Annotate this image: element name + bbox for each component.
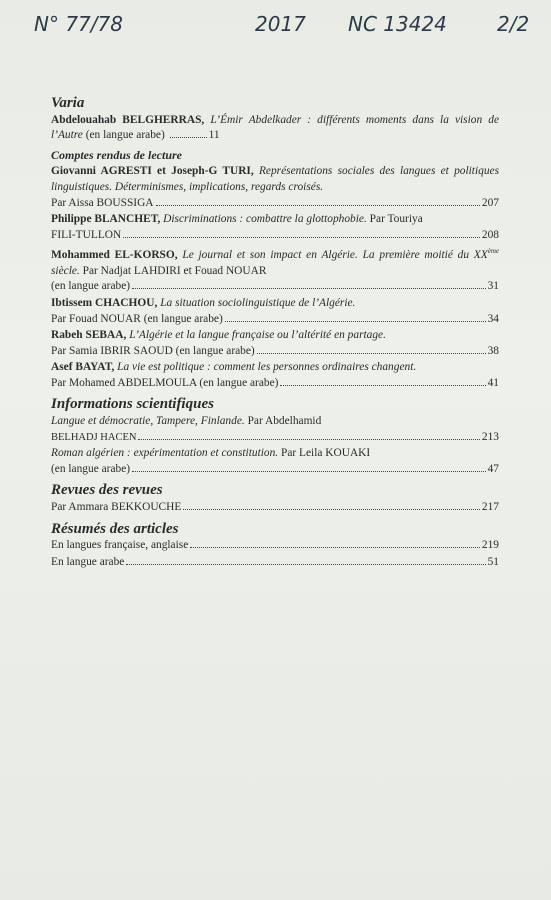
toc-entry[interactable] bbox=[51, 328, 499, 359]
handwritten-year: 2017 bbox=[255, 12, 306, 36]
entry-reviewer: Par Aissa BOUSSIGA bbox=[51, 196, 154, 209]
entry-title: Discriminations : combattre la glottophobie. bbox=[163, 213, 367, 226]
entry-author: Abdelouahab BELGHERRAS, bbox=[51, 113, 205, 126]
toc-entry[interactable] bbox=[51, 538, 499, 554]
toc-entry[interactable]: Roman algérien : expérimentation et constitution. Par Leila KOUAKI (en langue arabe) 47 bbox=[51, 446, 499, 477]
entry-title: Le journal et son impact en Algérie. La première moitié du XXème siècle. bbox=[51, 247, 499, 277]
entry-reviewer: Par Leila KOUAKI bbox=[281, 447, 371, 460]
entry-page-number: 31 bbox=[487, 280, 499, 293]
toc-entry[interactable]: Mohammed EL-KORSO, Le journal et son impact en Algérie. La première moitié du XXème siècle. Par Nadjat LAHDIRI et Fouad NOUAR (en langue arabe) 31 bbox=[51, 244, 499, 295]
entry-author: Mohammed EL-KORSO, bbox=[51, 249, 178, 262]
toc-entry[interactable] bbox=[51, 555, 499, 571]
entry-page-number: 208 bbox=[481, 228, 499, 241]
entry-page-number: 41 bbox=[487, 376, 499, 389]
toc-entry[interactable]: Langue et démocratie, Tampere, Finlande. Par Abdelhamid BELHADJ HACEN 213 bbox=[51, 414, 499, 445]
entry-page-number: 219 bbox=[481, 539, 499, 552]
entry-page-number: 51 bbox=[487, 555, 499, 568]
handwritten-catalog-code: NC 13424 bbox=[348, 12, 447, 36]
entry-author: Rabeh SEBAA, bbox=[51, 329, 127, 342]
entry-title: La vie est politique : comment les personnes ordinaires changent. bbox=[117, 361, 417, 374]
entry-reviewer: Par Samia IBRIR SAOUD (en langue arabe) bbox=[51, 344, 255, 357]
toc-entry[interactable] bbox=[51, 296, 499, 327]
entry-reviewer: Par Abdelhamid bbox=[247, 415, 322, 428]
entry-title: La situation sociolinguistique de l’Algérie. bbox=[160, 296, 356, 309]
entry-label: En langues française, anglaise bbox=[51, 539, 189, 552]
handwritten-issue-number: N° 77/78 bbox=[34, 12, 123, 36]
entry-note: (en langue arabe) bbox=[82, 129, 165, 142]
section-heading-informations: Informations scientifiques bbox=[51, 396, 214, 413]
entry-title: Langue et démocratie, Tampere, Finlande. bbox=[51, 415, 245, 428]
entry-reviewer: Par Touriya bbox=[369, 213, 423, 226]
entry-title: L’Émir Abdelkader : différents moments dans la vision de l’Autre bbox=[51, 113, 500, 142]
entry-page-number: 213 bbox=[481, 430, 499, 443]
entry-author: Asef BAYAT, bbox=[51, 361, 115, 374]
toc-entry[interactable]: Philippe BLANCHET, Discriminations : combattre la glottophobie. Par Touriya FILI-TULLON 208 bbox=[51, 212, 499, 243]
entry-page-number: 217 bbox=[481, 501, 499, 514]
section-heading-varia: Varia bbox=[51, 95, 85, 111]
table-of-contents bbox=[51, 96, 499, 570]
entry-reviewer: Par Nadjat LAHDIRI et Fouad NOUAR bbox=[82, 264, 267, 277]
entry-author: Ibtissem CHACHOU, bbox=[51, 296, 158, 309]
entry-reviewer: Par Fouad NOUAR (en langue arabe) bbox=[51, 312, 223, 325]
entry-page-number: 11 bbox=[208, 129, 220, 142]
entry-title: Représentations sociales des langues et politiques linguistiques. Déterminismes, implications, regards croisés. bbox=[51, 165, 500, 193]
toc-entry[interactable] bbox=[51, 360, 499, 391]
entry-title: L’Algérie et la langue française ou l’altérité en partage. bbox=[129, 329, 386, 342]
entry-page-number: 38 bbox=[487, 344, 499, 357]
entry-label: En langue arabe bbox=[51, 555, 125, 568]
toc-entry[interactable] bbox=[51, 164, 499, 211]
toc-entry[interactable] bbox=[51, 113, 499, 144]
entry-author: Giovanni AGRESTI et Joseph-G TURI, bbox=[51, 165, 254, 178]
entry-page-number: 47 bbox=[487, 462, 499, 475]
section-heading-comptes-rendus: Comptes rendus de lecture bbox=[51, 147, 182, 162]
entry-reviewer: Par Ammara BEKKOUCHE bbox=[51, 501, 182, 514]
section-heading-revues: Revues des revues bbox=[51, 482, 163, 499]
entry-reviewer: Par Mohamed ABDELMOULA (en langue arabe) bbox=[51, 376, 279, 389]
entry-page-number: 34 bbox=[487, 312, 499, 325]
entry-author: Philippe BLANCHET, bbox=[51, 213, 161, 226]
entry-leader-line bbox=[168, 128, 220, 144]
toc-entry[interactable] bbox=[51, 500, 499, 516]
handwritten-part: 2/2 bbox=[497, 12, 530, 36]
entry-title: Roman algérien : expérimentation et constitution. bbox=[51, 447, 279, 460]
section-heading-resumes: Résumés des articles bbox=[51, 520, 179, 537]
entry-page-number: 207 bbox=[481, 196, 499, 209]
handwritten-annotations bbox=[0, 6, 551, 46]
